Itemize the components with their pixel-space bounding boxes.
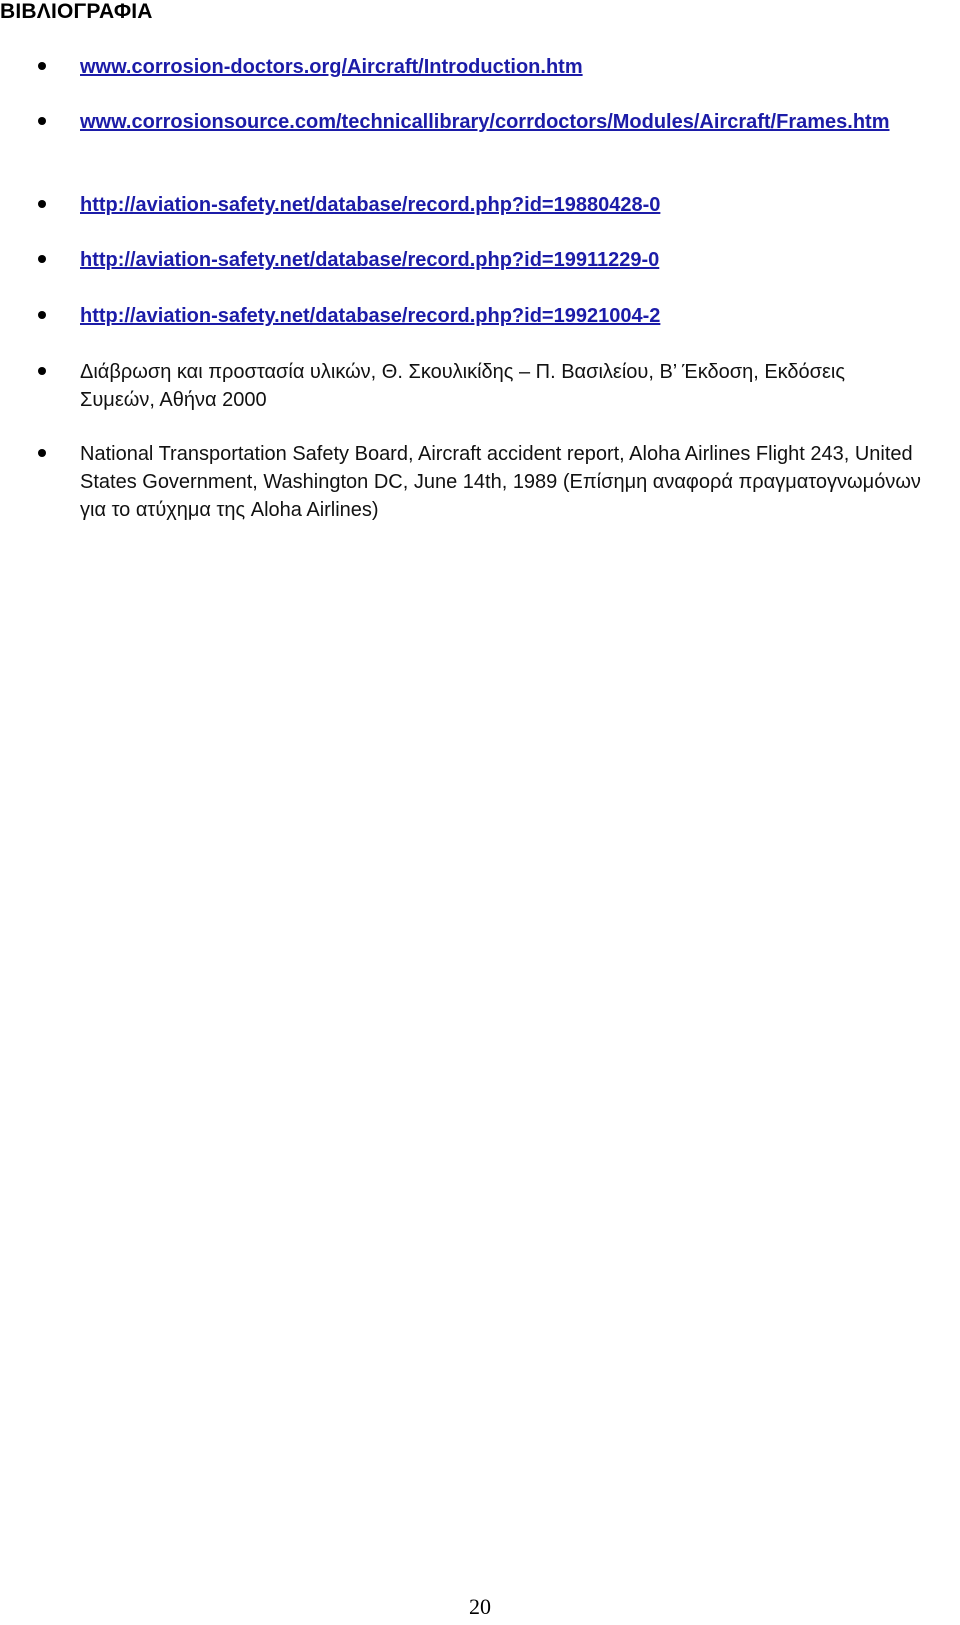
reference-link[interactable]: www.corrosion-doctors.org/Aircraft/Introduction.htm [80,56,583,78]
reference-link[interactable]: http://aviation-safety.net/database/record.php?id=19911229-0 [80,249,660,271]
bullet-icon [38,200,46,208]
page-title: ΒΙΒΛΙΟΓΡΑΦΙΑ [0,0,153,23]
bullet-icon [38,367,46,375]
reference-link[interactable]: http://aviation-safety.net/database/record.php?id=19921004-2 [80,305,661,327]
bullet-icon [38,311,46,319]
page-number: 20 [469,1594,491,1619]
reference-text: Διάβρωση και προστασία υλικών, Θ. Σκουλικίδης – Π. Βασιλείου, Β’ Έκδοση, Εκδόσεις Συμεών, Αθήνα 2000 [80,361,846,411]
reference-link[interactable]: http://aviation-safety.net/database/record.php?id=19880428-0 [80,194,661,216]
reference-link[interactable]: www.corrosionsource.com/technicallibrary/corrdoctors/Modules/Aircraft/Frames.htm [80,111,890,133]
bullet-icon [38,449,46,457]
bullet-icon [38,62,46,70]
bullet-icon [38,117,46,125]
bullet-icon [38,255,46,263]
reference-text: National Transportation Safety Board, Aircraft accident report, Aloha Airlines Flight 243, United States Government, Washington DC, June 14th, 1989 (Επίσημη αναφορά πραγματογνωμόνων για το ατύχημα της Aloha Airlines) [80,443,921,521]
